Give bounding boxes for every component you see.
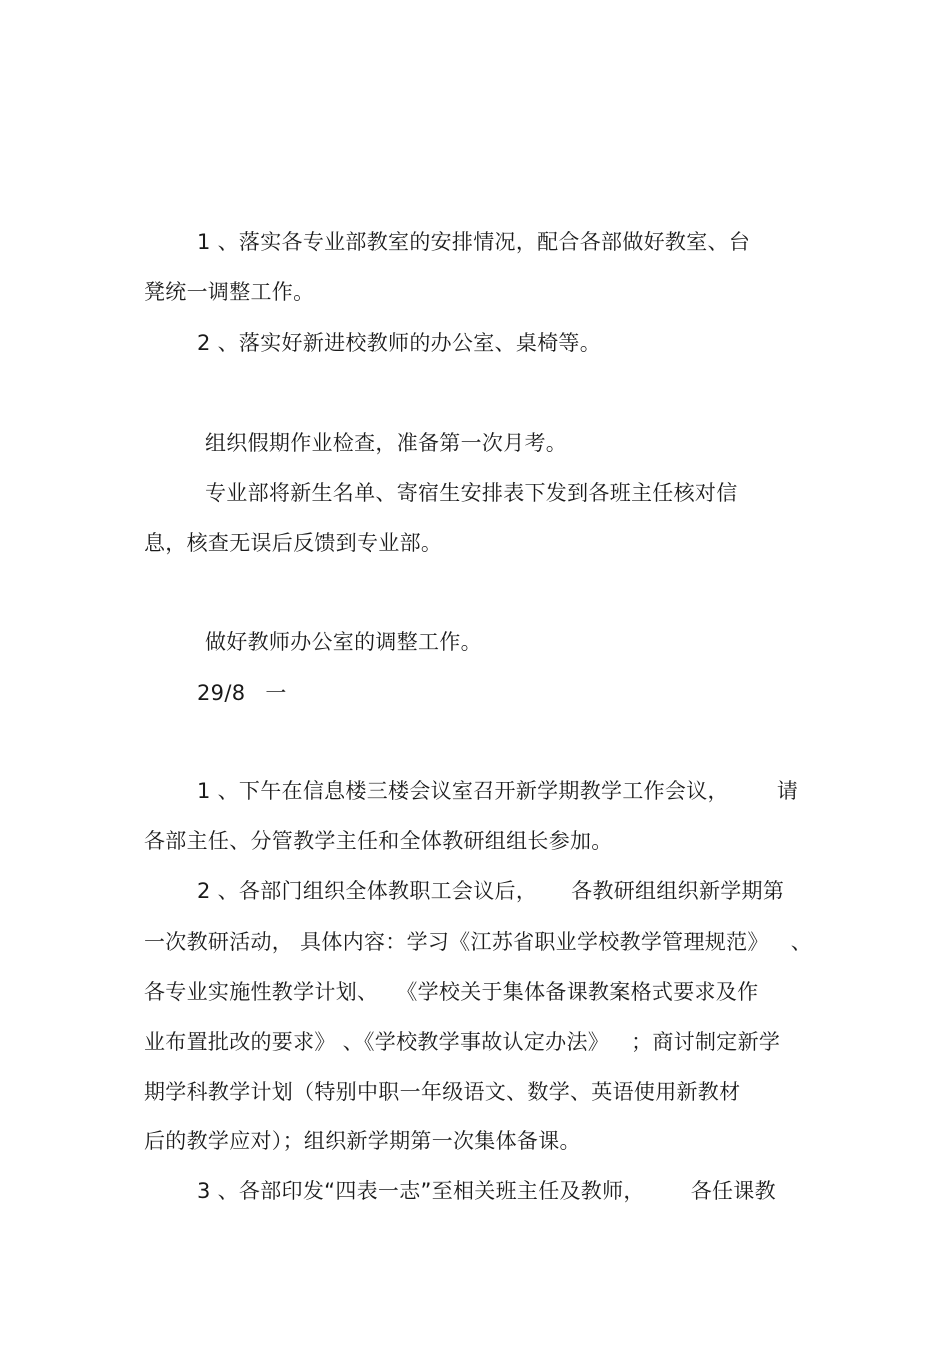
paragraph-line: 做好教师办公室的调整工作。	[205, 630, 482, 654]
text-segment: 、	[790, 930, 812, 954]
paragraph-line: 后的教学应对）；组织新学期第一次集体备课。	[144, 1129, 581, 1153]
text-segment: 各教研组组织新学期第	[571, 879, 785, 903]
paragraph-line: 各部主任、分管教学主任和全体教研组组长参加。	[144, 829, 613, 853]
text-segment: 《学校关于集体备课教案格式要求及作	[396, 980, 759, 1004]
text-segment: 1 、下午在信息楼三楼会议室召开新学期教学工作会议，	[197, 779, 729, 803]
paragraph-line: 凳统一调整工作。	[144, 280, 315, 304]
text-segment: ；商讨制定新学	[631, 1030, 781, 1054]
text-segment: 2 、各部门组织全体教职工会议后，	[197, 879, 538, 903]
text-segment: 各专业实施性教学计划、	[144, 980, 379, 1004]
paragraph-line: 2 、落实好新进校教师的办公室、桌椅等。	[197, 331, 602, 355]
paragraph-line	[197, 878, 784, 904]
paragraph-line: 组织假期作业检查，准备第一次月考。	[205, 431, 568, 455]
paragraph-line: 期学科教学计划（特别中职一年级语文、数学、英语使用新教材	[144, 1080, 741, 1104]
paragraph-line	[144, 979, 758, 1005]
weekday-value: 一	[265, 681, 287, 705]
paragraph-line	[197, 1178, 776, 1204]
text-segment: 各任课教	[690, 1179, 776, 1203]
paragraph-line: 息，核查无误后反馈到专业部。	[144, 531, 443, 555]
text-segment: 3 、各部印发“四表一志”至相关班主任及教师，	[197, 1179, 645, 1203]
paragraph-line	[144, 1029, 780, 1055]
paragraph-line: 专业部将新生名单、寄宿生安排表下发到各班主任核对信	[205, 481, 738, 505]
text-segment: 请	[776, 779, 799, 803]
paragraph-line	[197, 778, 798, 804]
paragraph-line	[144, 929, 812, 955]
text-segment: 一次教研活动， 具体内容：学习《江苏省职业学校教学管理规范》	[144, 930, 769, 954]
date-value: 29/8	[197, 681, 246, 705]
paragraph-line: 1 、落实各专业部教室的安排情况，配合各部做好教室、台	[197, 230, 751, 254]
date-line	[197, 680, 287, 706]
text-segment: 业布置批改的要求》 、《学校教学事故认定办法》	[144, 1030, 610, 1054]
